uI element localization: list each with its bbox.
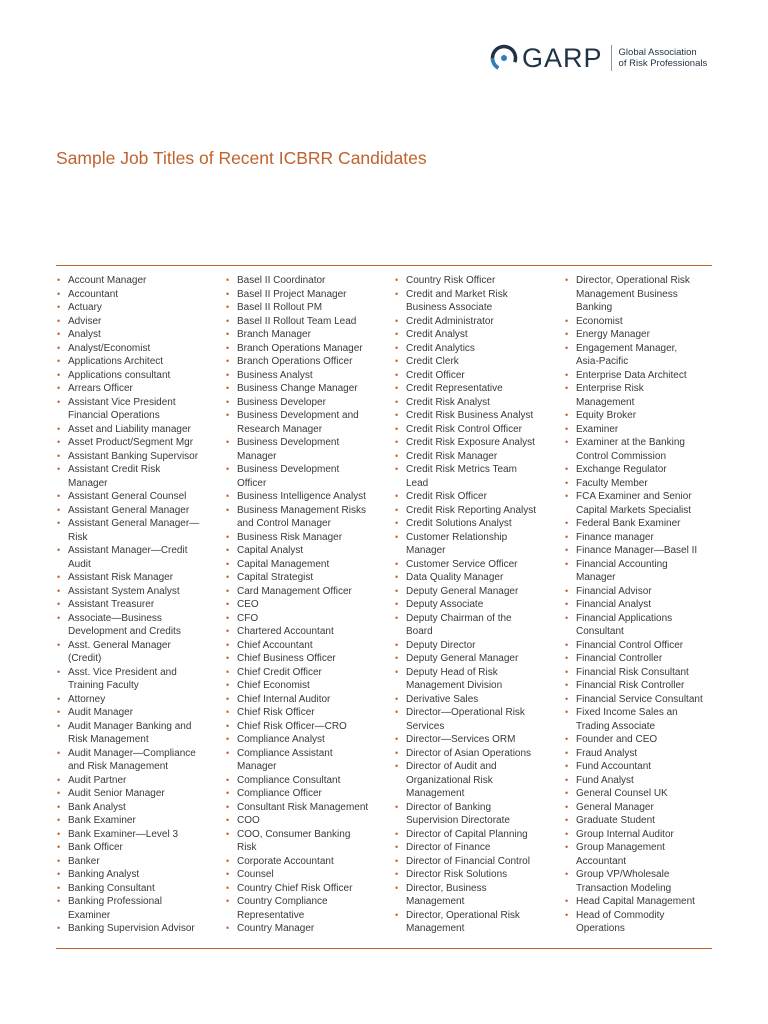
job-title-item: • Business Development and Research Manager: [225, 409, 390, 436]
job-title-item: • Capital Strategist: [225, 571, 390, 585]
job-title-item: • Compliance Officer: [225, 787, 390, 801]
job-title-item: • General Manager: [564, 801, 729, 815]
job-title-item: • Credit Risk Control Officer: [394, 423, 559, 437]
job-title-item: • Basel II Project Manager: [225, 288, 390, 302]
job-title-item: • Credit Representative: [394, 382, 559, 396]
job-title-item: • Director of Financial Control: [394, 855, 559, 869]
job-title-item: • Business Change Manager: [225, 382, 390, 396]
job-title-item: • Assistant Vice President Financial Operations: [56, 396, 221, 423]
job-title-item: • COO: [225, 814, 390, 828]
job-title-item: • Basel II Rollout Team Lead: [225, 315, 390, 329]
job-title-item: • Credit Clerk: [394, 355, 559, 369]
job-title-item: • Director, Business Management: [394, 882, 559, 909]
job-title-item: • Chief Internal Auditor: [225, 693, 390, 707]
job-title-item: • Financial Risk Consultant: [564, 666, 729, 680]
job-title-item: • Enterprise Data Architect: [564, 369, 729, 383]
job-title-item: • Assistant General Manager: [56, 504, 221, 518]
logo-tagline-line-2: of Risk Professionals: [618, 58, 708, 69]
job-title-item: • CEO: [225, 598, 390, 612]
job-title-item: • Bank Examiner—Level 3: [56, 828, 221, 842]
job-title-item: • Customer Service Officer: [394, 558, 559, 572]
job-title-item: • Director of Audit and Organizational Risk Management: [394, 760, 559, 801]
job-title-item: • Business Analyst: [225, 369, 390, 383]
job-title-item: • Credit and Market Risk Business Associate: [394, 288, 559, 315]
job-title-item: • Banker: [56, 855, 221, 869]
job-title-item: • Graduate Student: [564, 814, 729, 828]
job-title-item: • Engagement Manager, Asia-Pacific: [564, 342, 729, 369]
job-title-item: • Financial Risk Controller: [564, 679, 729, 693]
job-title-item: • Director Risk Solutions: [394, 868, 559, 882]
job-title-item: • Applications consultant: [56, 369, 221, 383]
job-title-item: • Banking Professional Examiner: [56, 895, 221, 922]
job-title-item: • Assistant System Analyst: [56, 585, 221, 599]
garp-logo: [489, 42, 707, 74]
job-title-item: • Country Chief Risk Officer: [225, 882, 390, 896]
job-title-item: • Capital Management: [225, 558, 390, 572]
job-title-item: • Credit Risk Business Analyst: [394, 409, 559, 423]
job-title-list: [394, 274, 559, 936]
job-title-item: • Chief Business Officer: [225, 652, 390, 666]
job-title-item: • Financial Controller: [564, 652, 729, 666]
job-title-item: • Assistant Treasurer: [56, 598, 221, 612]
bottom-divider: [56, 948, 712, 949]
job-title-item: • Asst. General Manager (Credit): [56, 639, 221, 666]
logo-tagline-line-1: Global Association: [618, 47, 697, 58]
job-title-item: • Compliance Assistant Manager: [225, 747, 390, 774]
job-title-item: • Deputy Associate: [394, 598, 559, 612]
job-title-item: • Director of Capital Planning: [394, 828, 559, 842]
job-title-item: • Fund Analyst: [564, 774, 729, 788]
job-title-item: • Credit Risk Manager: [394, 450, 559, 464]
job-title-item: • Director of Asian Operations: [394, 747, 559, 761]
job-title-item: • Analyst/Economist: [56, 342, 221, 356]
job-title-item: • Financial Analyst: [564, 598, 729, 612]
job-title-item: • Founder and CEO: [564, 733, 729, 747]
top-divider: [56, 265, 712, 266]
job-title-item: • Asset and Liability manager: [56, 423, 221, 437]
job-title-item: • CFO: [225, 612, 390, 626]
job-title-item: • Audit Senior Manager: [56, 787, 221, 801]
job-title-item: • Credit Administrator: [394, 315, 559, 329]
logo-divider: [611, 45, 612, 71]
job-title-item: • Chief Accountant: [225, 639, 390, 653]
job-title-item: • Financial Accounting Manager: [564, 558, 729, 585]
job-title-item: • Derivative Sales: [394, 693, 559, 707]
job-title-item: • Business Development Manager: [225, 436, 390, 463]
job-title-item: • Bank Examiner: [56, 814, 221, 828]
job-title-item: • Director—Operational Risk Services: [394, 706, 559, 733]
job-title-item: • Energy Manager: [564, 328, 729, 342]
job-title-item: • Deputy General Manager: [394, 585, 559, 599]
job-title-item: • Fund Accountant: [564, 760, 729, 774]
job-title-item: • Bank Officer: [56, 841, 221, 855]
job-title-item: • Credit Risk Reporting Analyst: [394, 504, 559, 518]
job-title-item: • Credit Risk Officer: [394, 490, 559, 504]
job-title-item: • Assistant Risk Manager: [56, 571, 221, 585]
job-title-item: • Deputy Chairman of the Board: [394, 612, 559, 639]
job-title-item: • Examiner at the Banking Control Commission: [564, 436, 729, 463]
job-title-item: • Financial Service Consultant: [564, 693, 729, 707]
job-title-item: • Chief Economist: [225, 679, 390, 693]
job-title-item: • Analyst: [56, 328, 221, 342]
logo-tagline: [619, 47, 708, 69]
job-title-item: • Business Development Officer: [225, 463, 390, 490]
job-title-column-2: [225, 274, 390, 936]
job-title-item: • Finance manager: [564, 531, 729, 545]
job-title-list: [225, 274, 390, 936]
job-title-item: • Consultant Risk Management: [225, 801, 390, 815]
job-title-item: • Chief Risk Officer—CRO: [225, 720, 390, 734]
job-title-item: • Assistant Banking Supervisor: [56, 450, 221, 464]
job-title-item: • Audit Partner: [56, 774, 221, 788]
job-title-item: • Fraud Analyst: [564, 747, 729, 761]
job-title-item: • Group Internal Auditor: [564, 828, 729, 842]
job-title-item: • Adviser: [56, 315, 221, 329]
job-title-item: • Assistant Credit Risk Manager: [56, 463, 221, 490]
job-title-item: • Attorney: [56, 693, 221, 707]
job-title-item: • Arrears Officer: [56, 382, 221, 396]
job-title-item: • Actuary: [56, 301, 221, 315]
job-title-item: • Group VP/Wholesale Transaction Modeling: [564, 868, 729, 895]
job-title-item: • Customer Relationship Manager: [394, 531, 559, 558]
job-title-item: • Faculty Member: [564, 477, 729, 491]
job-title-item: • Head Capital Management: [564, 895, 729, 909]
job-title-item: • Banking Supervision Advisor: [56, 922, 221, 936]
job-title-item: • Director, Operational Risk Management: [394, 909, 559, 936]
job-title-item: • Financial Applications Consultant: [564, 612, 729, 639]
job-title-item: • Credit Risk Exposure Analyst: [394, 436, 559, 450]
job-title-item: • Corporate Accountant: [225, 855, 390, 869]
job-title-list: [56, 274, 221, 936]
job-title-item: • Compliance Consultant: [225, 774, 390, 788]
job-title-item: • Economist: [564, 315, 729, 329]
job-title-item: • Business Management Risks and Control Manager: [225, 504, 390, 531]
job-title-item: • Card Management Officer: [225, 585, 390, 599]
job-title-column-1: [56, 274, 221, 936]
job-title-item: • Finance Manager—Basel II: [564, 544, 729, 558]
job-title-item: • Basel II Coordinator: [225, 274, 390, 288]
job-title-item: • Deputy Head of Risk Management Division: [394, 666, 559, 693]
job-title-item: • Account Manager: [56, 274, 221, 288]
job-title-item: • Compliance Analyst: [225, 733, 390, 747]
job-title-item: • Branch Operations Manager: [225, 342, 390, 356]
job-title-item: • COO, Consumer Banking Risk: [225, 828, 390, 855]
job-title-item: • Exchange Regulator: [564, 463, 729, 477]
job-title-item: • Business Developer: [225, 396, 390, 410]
job-title-item: • Examiner: [564, 423, 729, 437]
job-title-item: • Director of Banking Supervision Directorate: [394, 801, 559, 828]
page-title: Sample Job Titles of Recent ICBRR Candidates: [56, 148, 427, 168]
job-title-item: • Director—Services ORM: [394, 733, 559, 747]
job-title-item: • Asset Product/Segment Mgr: [56, 436, 221, 450]
job-title-item: • Audit Manager Banking and Risk Management: [56, 720, 221, 747]
job-title-column-4: [564, 274, 729, 936]
job-title-item: • Data Quality Manager: [394, 571, 559, 585]
job-title-item: • Enterprise Risk Management: [564, 382, 729, 409]
job-title-item: • Counsel: [225, 868, 390, 882]
job-title-item: • Equity Broker: [564, 409, 729, 423]
job-title-item: • Head of Commodity Operations: [564, 909, 729, 936]
job-title-item: • Credit Risk Metrics Team Lead: [394, 463, 559, 490]
job-title-item: • General Counsel UK: [564, 787, 729, 801]
job-title-item: • Applications Architect: [56, 355, 221, 369]
job-title-item: • Chief Credit Officer: [225, 666, 390, 680]
job-title-item: • Fixed Income Sales an Trading Associate: [564, 706, 729, 733]
job-title-item: • Deputy General Manager: [394, 652, 559, 666]
job-title-item: • Chief Risk Officer: [225, 706, 390, 720]
job-title-item: • Financial Control Officer: [564, 639, 729, 653]
job-title-item: • Capital Analyst: [225, 544, 390, 558]
job-title-item: • Business Intelligence Analyst: [225, 490, 390, 504]
job-title-item: • Credit Analyst: [394, 328, 559, 342]
job-title-item: • FCA Examiner and Senior Capital Markets Specialist: [564, 490, 729, 517]
job-title-item: • Banking Consultant: [56, 882, 221, 896]
job-title-item: • Assistant General Manager— Risk: [56, 517, 221, 544]
job-title-item: • Group Management Accountant: [564, 841, 729, 868]
garp-ring-icon: [489, 43, 519, 73]
job-title-item: • Country Risk Officer: [394, 274, 559, 288]
job-title-item: • Bank Analyst: [56, 801, 221, 815]
job-title-item: • Director of Finance: [394, 841, 559, 855]
job-title-item: • Credit Officer: [394, 369, 559, 383]
job-title-item: • Federal Bank Examiner: [564, 517, 729, 531]
job-title-item: • Deputy Director: [394, 639, 559, 653]
job-title-item: • Business Risk Manager: [225, 531, 390, 545]
job-title-item: • Assistant Manager—Credit Audit: [56, 544, 221, 571]
job-title-list: [564, 274, 729, 936]
job-title-item: • Financial Advisor: [564, 585, 729, 599]
job-title-item: • Director, Operational Risk Management Business Banking: [564, 274, 729, 315]
job-title-item: • Country Compliance Representative: [225, 895, 390, 922]
job-title-item: • Accountant: [56, 288, 221, 302]
job-title-item: • Audit Manager: [56, 706, 221, 720]
logo-wordmark: GARP: [522, 42, 603, 73]
job-title-item: • Asst. Vice President and Training Faculty: [56, 666, 221, 693]
job-title-item: • Associate—Business Development and Credits: [56, 612, 221, 639]
job-title-item: • Branch Operations Officer: [225, 355, 390, 369]
job-title-item: • Banking Analyst: [56, 868, 221, 882]
job-title-item: • Branch Manager: [225, 328, 390, 342]
job-title-item: • Chartered Accountant: [225, 625, 390, 639]
job-title-item: • Credit Risk Analyst: [394, 396, 559, 410]
job-title-item: • Country Manager: [225, 922, 390, 936]
job-title-item: • Audit Manager—Compliance and Risk Management: [56, 747, 221, 774]
job-title-item: • Assistant General Counsel: [56, 490, 221, 504]
job-title-item: • Credit Solutions Analyst: [394, 517, 559, 531]
job-title-item: • Basel II Rollout PM: [225, 301, 390, 315]
job-title-column-3: [394, 274, 559, 936]
job-title-item: • Credit Analytics: [394, 342, 559, 356]
